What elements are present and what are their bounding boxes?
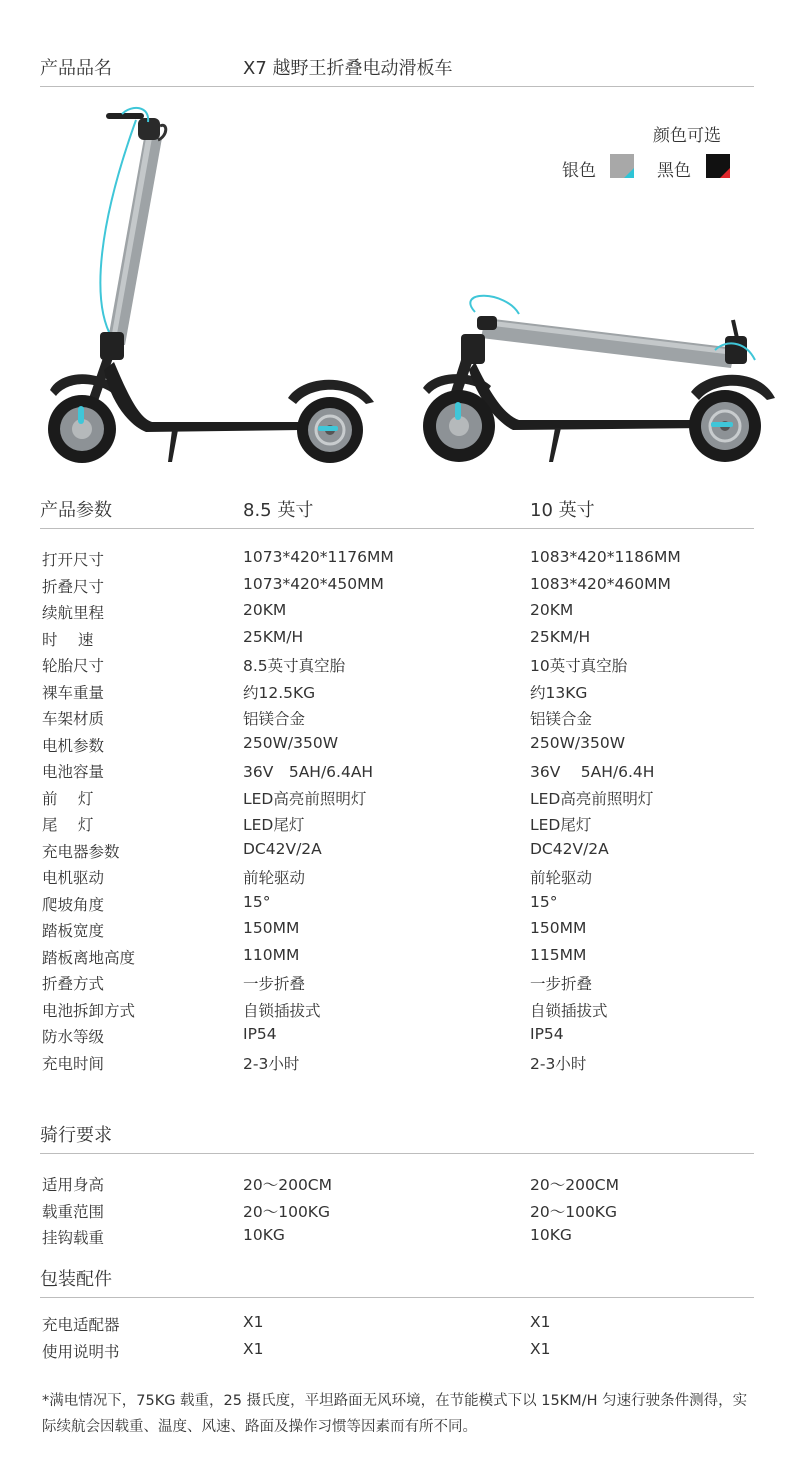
table-row	[42, 707, 754, 734]
row-label: 裸车重量	[42, 683, 105, 702]
params-table	[42, 548, 754, 1078]
row-value-col1: LED高亮前照明灯	[243, 789, 367, 808]
row-value-col2: 自锁插拔式	[530, 1001, 608, 1020]
row-value-col1: LED尾灯	[243, 816, 305, 834]
row-value-col2: 约13KG	[530, 683, 588, 702]
row-value-col2: 20KM	[530, 601, 574, 619]
color-option-silver-label: 银色	[562, 161, 596, 181]
row-label: 打开尺寸	[42, 551, 105, 569]
package-heading: 包装配件	[40, 1269, 112, 1290]
row-value-col2: 25KM/H	[530, 627, 591, 646]
row-value-col1: 1073*420*1176MM	[243, 548, 394, 566]
table-row	[42, 548, 754, 575]
row-value-col2: 1083*420*460MM	[530, 574, 671, 593]
row-value-col1: IP54	[243, 1025, 277, 1043]
table-row	[42, 1340, 754, 1367]
params-header	[40, 499, 754, 529]
table-row	[42, 1226, 754, 1253]
table-row	[42, 972, 754, 999]
table-row	[42, 681, 754, 708]
row-value-col2: 20～200CM	[530, 1176, 620, 1194]
table-row	[42, 760, 754, 787]
row-label: 电池拆卸方式	[42, 1001, 136, 1020]
row-value-col2: DC42V/2A	[530, 839, 609, 858]
row-label: 车架材质	[42, 710, 105, 728]
table-row	[42, 1052, 754, 1079]
row-label: 电池容量	[42, 763, 105, 781]
params-col1-heading: 8.5 英寸	[243, 500, 314, 521]
row-value-col1: 一步折叠	[243, 975, 306, 993]
row-value-col2: 前轮驱动	[530, 869, 593, 887]
row-value-col1: 250W/350W	[243, 733, 339, 752]
riding-header	[40, 1124, 754, 1154]
row-label: 时 速	[42, 630, 94, 649]
row-label: 防水等级	[42, 1028, 105, 1046]
row-value-col2: 一步折叠	[530, 975, 593, 993]
row-label: 轮胎尺寸	[42, 657, 105, 675]
riding-heading: 骑行要求	[40, 1125, 112, 1146]
row-label: 载重范围	[42, 1202, 105, 1221]
row-label: 爬坡角度	[42, 895, 105, 914]
row-value-col1: 20～100KG	[243, 1202, 330, 1221]
row-value-col1: 15°	[243, 892, 271, 911]
row-label: 充电适配器	[42, 1316, 120, 1334]
table-row	[42, 601, 754, 628]
unfolded-scooter-image	[40, 100, 380, 470]
row-label: 电机参数	[42, 736, 105, 755]
color-option-black-label: 黑色	[657, 161, 691, 181]
table-row	[42, 1173, 754, 1200]
table-row	[42, 946, 754, 973]
row-label: 踏板宽度	[42, 922, 105, 940]
black-swatch-icon	[706, 154, 730, 178]
row-value-col2: X1	[530, 1313, 551, 1331]
row-label: 适用身高	[42, 1176, 105, 1194]
table-row	[42, 893, 754, 920]
row-value-col1: 150MM	[243, 919, 300, 937]
row-label: 尾 灯	[42, 816, 94, 834]
table-row	[42, 840, 754, 867]
table-row	[42, 628, 754, 655]
product-name-row	[40, 57, 754, 87]
row-value-col1: 20KM	[243, 601, 287, 619]
row-value-col2: 20～100KG	[530, 1202, 617, 1221]
row-label: 折叠方式	[42, 975, 105, 993]
row-value-col1: X1	[243, 1339, 264, 1358]
params-heading: 产品参数	[40, 500, 112, 521]
row-label: 挂钩载重	[42, 1229, 105, 1247]
row-value-col1: 36V 5AH/6.4AH	[243, 763, 374, 781]
row-value-col2: 10KG	[530, 1226, 572, 1244]
table-row	[42, 1313, 754, 1340]
row-value-col1: 1073*420*450MM	[243, 574, 384, 593]
package-header	[40, 1268, 754, 1298]
row-value-col1: 110MM	[243, 945, 300, 964]
row-value-col1: 前轮驱动	[243, 869, 306, 887]
row-value-col1: 25KM/H	[243, 627, 304, 646]
row-value-col1: 20～200CM	[243, 1176, 333, 1194]
silver-swatch-icon	[610, 154, 634, 178]
table-row	[42, 1200, 754, 1227]
row-label: 续航里程	[42, 604, 105, 622]
row-value-col2: 铝镁合金	[530, 710, 593, 728]
row-value-col2: X1	[530, 1339, 551, 1358]
row-label: 充电器参数	[42, 842, 120, 861]
package-table	[42, 1313, 754, 1366]
table-row	[42, 813, 754, 840]
table-row	[42, 999, 754, 1026]
row-value-col2: 250W/350W	[530, 733, 626, 752]
row-value-col2: 1083*420*1186MM	[530, 548, 681, 566]
row-value-col2: LED高亮前照明灯	[530, 789, 654, 808]
row-value-col2: 150MM	[530, 919, 587, 937]
row-label: 使用说明书	[42, 1342, 120, 1361]
row-value-col1: 10KG	[243, 1226, 285, 1244]
folded-scooter-image	[415, 290, 775, 470]
row-value-col2: 115MM	[530, 945, 587, 964]
row-value-col1: X1	[243, 1313, 264, 1331]
row-value-col1: 8.5英寸真空胎	[243, 657, 346, 675]
footnote: *满电情况下，75KG 载重，25 摄氏度，平坦路面无风环境，在节能模式下以 15KM/H 匀速行驶条件测得，实际续航会因载重、温度、风速、路面及操作习惯等因素而有所不同。	[42, 1393, 748, 1435]
table-row	[42, 575, 754, 602]
row-value-col2: IP54	[530, 1025, 564, 1043]
row-value-col1: 约12.5KG	[243, 683, 316, 702]
row-label: 折叠尺寸	[42, 577, 105, 596]
table-row	[42, 654, 754, 681]
row-label: 踏板离地高度	[42, 948, 136, 967]
product-name-value: X7 越野王折叠电动滑板车	[243, 58, 453, 79]
row-value-col2: LED尾灯	[530, 816, 592, 834]
table-row	[42, 734, 754, 761]
row-label: 前 灯	[42, 789, 94, 808]
row-value-col1: 2-3小时	[243, 1054, 300, 1073]
color-options-title: 颜色可选	[653, 126, 721, 146]
params-col2-heading: 10 英寸	[530, 500, 595, 521]
row-value-col1: DC42V/2A	[243, 839, 322, 858]
row-value-col2: 36V 5AH/6.4H	[530, 763, 655, 781]
row-value-col2: 10英寸真空胎	[530, 657, 628, 675]
table-row	[42, 919, 754, 946]
table-row	[42, 1025, 754, 1052]
table-row	[42, 866, 754, 893]
riding-table	[42, 1173, 754, 1253]
row-value-col2: 2-3小时	[530, 1054, 587, 1073]
table-row	[42, 787, 754, 814]
row-label: 电机驱动	[42, 869, 105, 887]
row-value-col1: 自锁插拔式	[243, 1001, 321, 1020]
row-label: 充电时间	[42, 1054, 105, 1073]
row-value-col1: 铝镁合金	[243, 710, 306, 728]
row-value-col2: 15°	[530, 892, 558, 911]
product-name-label: 产品品名	[40, 58, 112, 79]
